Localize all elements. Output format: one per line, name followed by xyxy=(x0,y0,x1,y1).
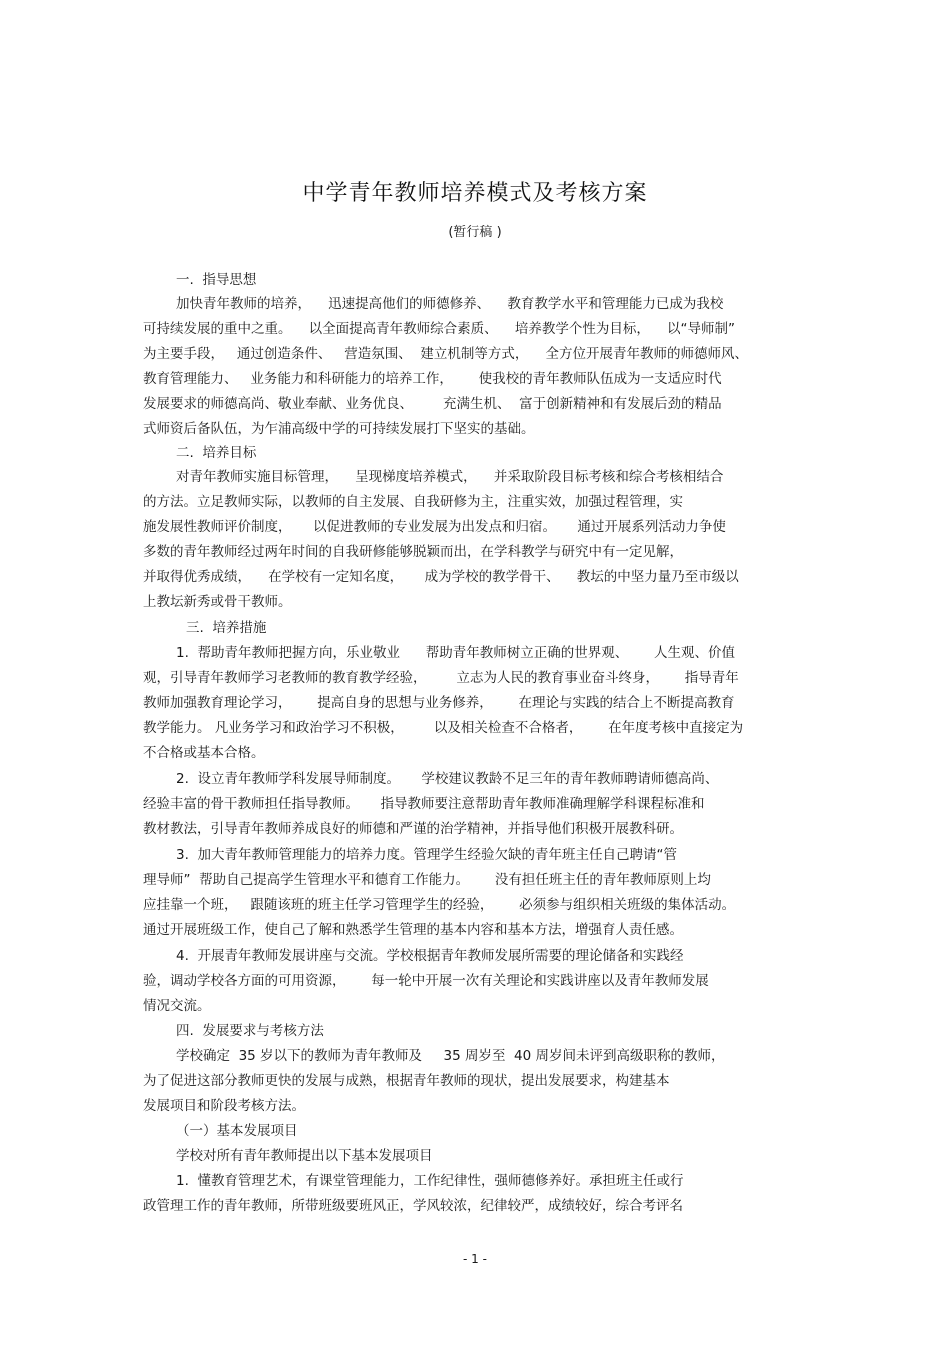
section-heading: 一. 指导思想 xyxy=(176,272,257,288)
paragraph-line: 施发展性教师评价制度， 以促进教师的专业发展为出发点和归宿。 通过开展系列活动力争使 xyxy=(143,519,726,535)
paragraph-line: 通过开展班级工作，使自己了解和熟悉学生管理的基本内容和基本方法，增强育人责任感。 xyxy=(143,922,683,938)
paragraph-line: 验，调动学校各方面的可用资源， 每一轮中开展一次有关理论和实践讲座以及青年教师发展 xyxy=(143,973,709,989)
paragraph-line: 并取得优秀成绩， 在学校有一定知名度， 成为学校的教学骨干、 教坛的中坚力量乃至市级以 xyxy=(143,569,739,585)
paragraph-line: 上教坛新秀或骨干教师。 xyxy=(143,594,292,610)
paragraph-line: 不合格或基本合格。 xyxy=(143,745,265,761)
paragraph-line: 1. 懂教育管理艺术，有课堂管理能力，工作纪律性，强师德修养好。承担班主任或行 xyxy=(176,1173,684,1189)
paragraph-line: 为主要手段， 通过创造条件、 营造氛围、 建立机制等方式， 全方位开展青年教师的师德师风、 xyxy=(143,346,748,362)
paragraph-line: 可持续发展的重中之重。 以全面提高青年教师综合素质、 培养教学个性为目标， 以“导师制” xyxy=(143,321,735,337)
document-subtitle: (暂行稿 ) xyxy=(448,225,502,240)
paragraph-line: 教师加强教育理论学习， 提高自身的思想与业务修养， 在理论与实践的结合上不断提高教育 xyxy=(143,695,735,711)
paragraph-line: 教材教法，引导青年教师养成良好的师德和严谨的治学精神，并指导他们积极开展教科研。 xyxy=(143,821,683,837)
paragraph-line: 1. 帮助青年教师把握方向，乐业敬业 帮助青年教师树立正确的世界观、 人生观、价值 xyxy=(176,645,735,661)
paragraph-line: 应挂靠一个班， 跟随该班的班主任学习管理学生的经验， 必须参与组织相关班级的集体活动。 xyxy=(143,897,736,913)
paragraph-line: 2. 设立青年教师学科发展导师制度。 学校建议教龄不足三年的青年教师聘请师德高尚、 xyxy=(176,771,719,787)
paragraph-line: 加快青年教师的培养， 迅速提高他们的师德修养、 教育教学水平和管理能力已成为我校 xyxy=(176,296,724,312)
section-heading: 三. 培养措施 xyxy=(186,620,267,636)
paragraph-line: 多数的青年教师经过两年时间的自我研修能够脱颖而出，在学科教学与研究中有一定见解， xyxy=(143,544,683,560)
paragraph-line: 发展要求的师德高尚、敬业奉献、业务优良、 充满生机、 富于创新精神和有发展后劲的精品 xyxy=(143,396,722,412)
paragraph-line: 经验丰富的骨干教师担任指导教师。 指导教师要注意帮助青年教师准确理解学科课程标准和 xyxy=(143,796,705,812)
paragraph-line: 情况交流。 xyxy=(143,998,211,1014)
paragraph-line: 式师资后备队伍，为乍浦高级中学的可持续发展打下坚实的基础。 xyxy=(143,421,535,437)
paragraph-line: 学校对所有青年教师提出以下基本发展项目 xyxy=(176,1148,433,1164)
paragraph-line: 教学能力。 凡业务学习和政治学习不积极， 以及相关检查不合格者， 在年度考核中直接定为 xyxy=(143,720,744,736)
paragraph-line: 发展项目和阶段考核方法。 xyxy=(143,1098,305,1114)
paragraph-line: 3. 加大青年教师管理能力的培养力度。管理学生经验欠缺的青年班主任自己聘请“管 xyxy=(176,847,677,863)
paragraph-line: 教育管理能力、 业务能力和科研能力的培养工作， 使我校的青年教师队伍成为一支适应时代 xyxy=(143,371,722,387)
paragraph-line: 政管理工作的青年教师，所带班级要班风正，学风较浓，纪律较严，成绩较好，综合考评名 xyxy=(143,1198,683,1214)
section-heading: 二. 培养目标 xyxy=(176,445,257,461)
document-title: 中学青年教师培养模式及考核方案 xyxy=(302,181,648,206)
paragraph-line: 的方法。立足教师实际，以教师的自主发展、自我研修为主，注重实效，加强过程管理，实 xyxy=(143,494,683,510)
paragraph-line: 对青年教师实施目标管理， 呈现梯度培养模式， 并采取阶段目标考核和综合考核相结合 xyxy=(176,469,724,485)
paragraph-line: 4. 开展青年教师发展讲座与交流。学校根据青年教师发展所需要的理论储备和实践经 xyxy=(176,948,684,964)
paragraph-line: 理导师” 帮助自己提高学生管理水平和德育工作能力。 没有担任班主任的青年教师原则上均 xyxy=(143,872,711,888)
section-heading: 四. 发展要求与考核方法 xyxy=(176,1023,324,1039)
paragraph-line: 学校确定 35 岁以下的教师为青年教师及 35 周岁至 40 周岁间未评到高级职称的教师， xyxy=(176,1048,725,1064)
page-number: - 1 - xyxy=(463,1252,487,1266)
paragraph-line: 观，引导青年教师学习老教师的教育教学经验， 立志为人民的教育事业奋斗终身， 指导青年 xyxy=(143,670,739,686)
subsection-heading: （一）基本发展项目 xyxy=(176,1123,298,1139)
paragraph-line: 为了促进这部分教师更快的发展与成熟，根据青年教师的现状，提出发展要求，构建基本 xyxy=(143,1073,670,1089)
